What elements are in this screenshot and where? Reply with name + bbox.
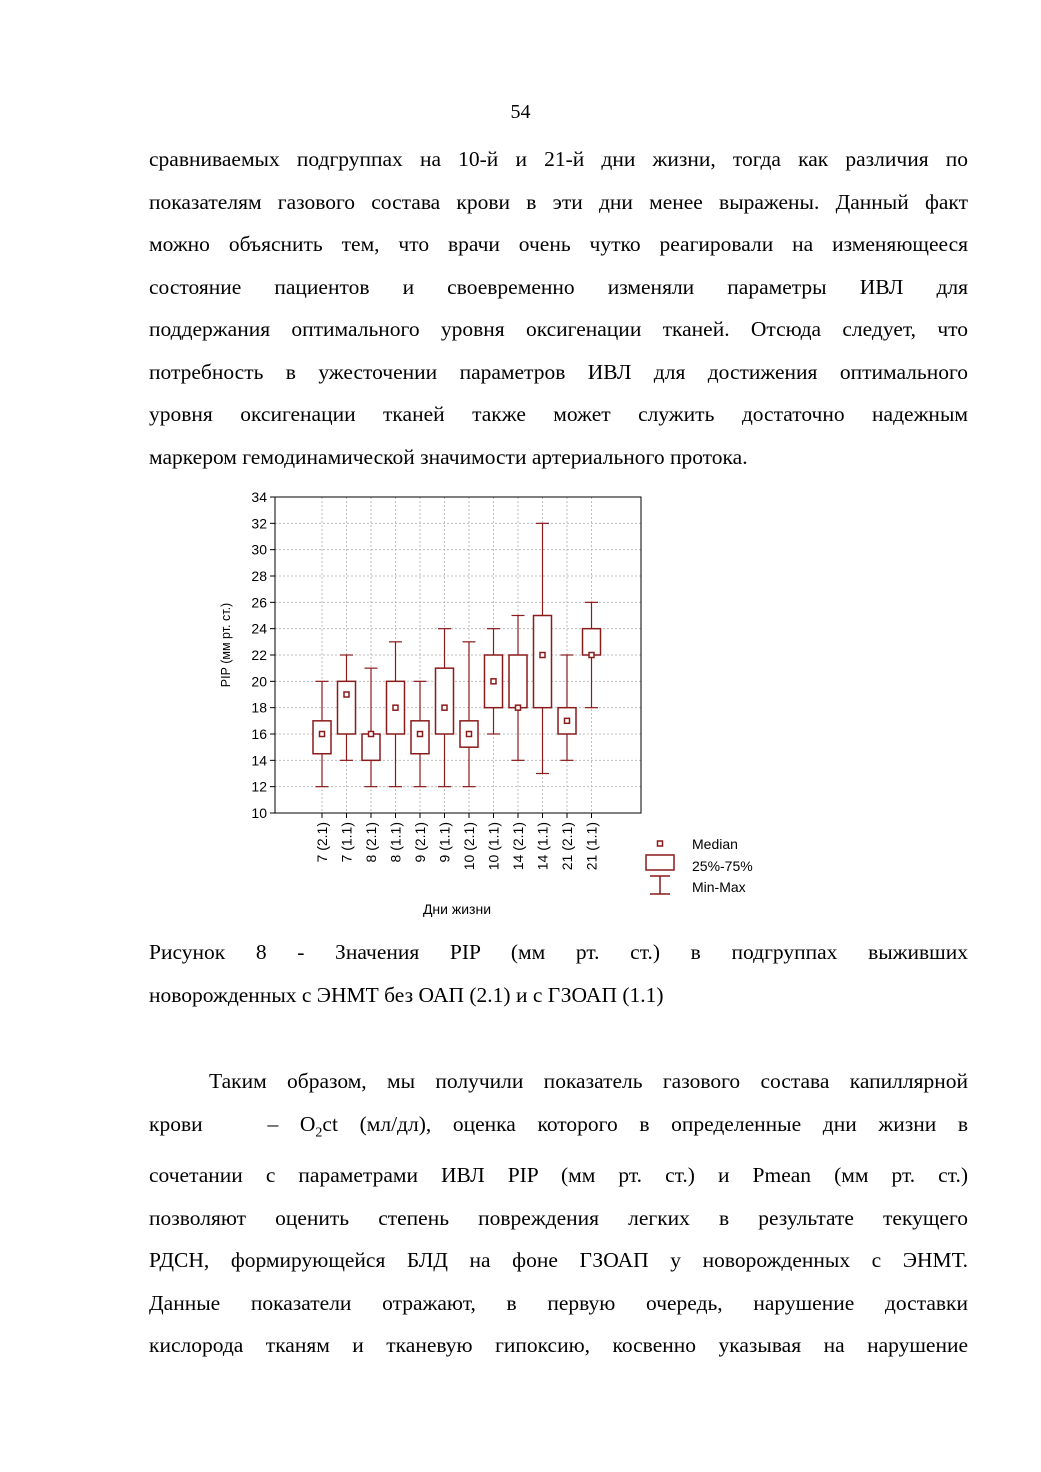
- y-tick-label: 16: [251, 726, 267, 742]
- subscript: 2: [315, 1124, 323, 1140]
- median-marker: [320, 732, 325, 737]
- x-tick-label: 14 (1.1): [534, 822, 551, 871]
- text-line: сравниваемых подгруппах на 10-й и 21-й дни жизни, тогда как различия по: [149, 147, 968, 171]
- median-marker: [418, 732, 423, 737]
- y-axis-label: PIP (мм рт. ст.): [219, 602, 233, 688]
- y-tick-label: 26: [251, 594, 267, 611]
- iqr-box: [583, 629, 601, 655]
- page-number: 54: [510, 101, 531, 123]
- text-line: [149, 1103, 968, 1155]
- x-tick-label: 7 (1.1): [338, 822, 355, 863]
- legend-median-icon: [658, 841, 663, 846]
- x-tick-label: 8 (2.1): [363, 822, 379, 863]
- y-tick-label: 30: [251, 541, 267, 558]
- iqr-box: [411, 721, 429, 754]
- median-marker: [565, 718, 570, 723]
- iqr-box: [362, 734, 380, 760]
- median-marker: [516, 705, 521, 710]
- y-tick-label: 10: [251, 805, 267, 821]
- x-tick-label: 21 (1.1): [583, 822, 600, 871]
- iqr-box: [338, 681, 356, 734]
- median-marker: [491, 679, 496, 684]
- legend-box-label: 25%-75%: [692, 858, 753, 874]
- median-marker: [589, 653, 594, 658]
- text-line: уровня оксигенации тканей также может служить достаточно надежным: [149, 402, 968, 426]
- y-tick-label: 18: [251, 699, 267, 716]
- x-axis-ticks: [314, 813, 600, 870]
- legend-box-icon: [646, 855, 674, 870]
- y-tick-label: 24: [251, 620, 267, 637]
- paragraph-bottom: [149, 1060, 968, 1367]
- x-tick-label: 14 (2.1): [510, 822, 526, 871]
- text-line: состояние пациентов и своевременно изменяли параметры ИВЛ для: [149, 274, 968, 299]
- paragraph-top: [149, 138, 968, 478]
- y-tick-label: 34: [251, 489, 267, 505]
- caption-line: Рисунок 8 - Значения PIP (мм рт. ст.) в подгруппах выживших: [149, 940, 968, 964]
- x-tick-label: 10 (1.1): [485, 822, 502, 871]
- median-marker: [369, 732, 374, 737]
- median-marker: [540, 653, 545, 658]
- y-tick-label: 12: [251, 778, 267, 795]
- text-line: маркером гемодинамической значимости артериального протока.: [149, 444, 748, 469]
- median-marker: [344, 692, 349, 697]
- caption-line: новорожденных с ЭНМТ без ОАП (2.1) и с ГЗОАП (1.1): [149, 982, 664, 1007]
- y-tick-label: 20: [251, 673, 267, 690]
- median-marker: [393, 705, 398, 710]
- legend-whisker-icon: [650, 876, 670, 894]
- text-line: Таким образом, мы получили показатель газового состава капиллярной: [209, 1069, 968, 1093]
- x-tick-label: 8 (1.1): [387, 822, 404, 863]
- figure-caption: [149, 931, 968, 1016]
- text-line: потребность в ужесточении параметров ИВЛ для достижения оптимального: [149, 359, 968, 384]
- text-fragment: крови – O: [149, 1111, 316, 1136]
- text-fragment: ct (мл/дл), оценка которого в определенные дни жизни в: [322, 1111, 968, 1136]
- iqr-box: [436, 668, 454, 734]
- median-marker: [442, 705, 447, 710]
- y-tick-label: 22: [251, 647, 267, 663]
- x-tick-label: 10 (2.1): [461, 822, 477, 871]
- legend-whisker-label: Min-Max: [692, 879, 746, 895]
- iqr-box: [534, 616, 552, 708]
- median-marker: [467, 732, 472, 737]
- iqr-box: [313, 721, 331, 754]
- iqr-box: [509, 655, 527, 708]
- legend-median-label: Median: [692, 836, 738, 852]
- text-line: сочетании с параметрами ИВЛ PIP (мм рт. ст.) и Pmean (мм рт. ст.): [149, 1163, 968, 1188]
- boxplot-chart: [200, 486, 800, 926]
- text-line: кислорода тканям и тканевую гипоксию, косвенно указывая на нарушение: [149, 1333, 968, 1358]
- text-line: поддержания оптимального уровня оксигенации тканей. Отсюда следует, что: [149, 317, 968, 341]
- y-axis-ticks: [251, 489, 275, 821]
- x-tick-label: 7 (2.1): [314, 822, 330, 863]
- text-line: РДСН, формирующейся БЛД на фоне ГЗОАП у новорожденных с ЭНМТ.: [149, 1248, 968, 1273]
- x-tick-label: 21 (2.1): [559, 822, 575, 871]
- y-tick-label: 28: [251, 568, 267, 584]
- text-line: показателям газового состава крови в эти дни менее выражены. Данный факт: [149, 189, 968, 214]
- y-tick-label: 32: [251, 515, 267, 532]
- text-line: можно объяснить тем, что врачи очень чутко реагировали на изменяющееся: [149, 232, 968, 256]
- text-line: позволяют оценить степень повреждения легких в результате текущего: [149, 1205, 968, 1230]
- x-tick-label: 9 (2.1): [412, 822, 428, 863]
- chart-legend: [646, 836, 753, 895]
- y-tick-label: 14: [251, 752, 267, 769]
- x-axis-label: Дни жизни: [422, 901, 492, 917]
- text-line: Данные показатели отражают, в первую очередь, нарушение доставки: [149, 1290, 968, 1315]
- x-tick-label: 9 (1.1): [436, 822, 453, 863]
